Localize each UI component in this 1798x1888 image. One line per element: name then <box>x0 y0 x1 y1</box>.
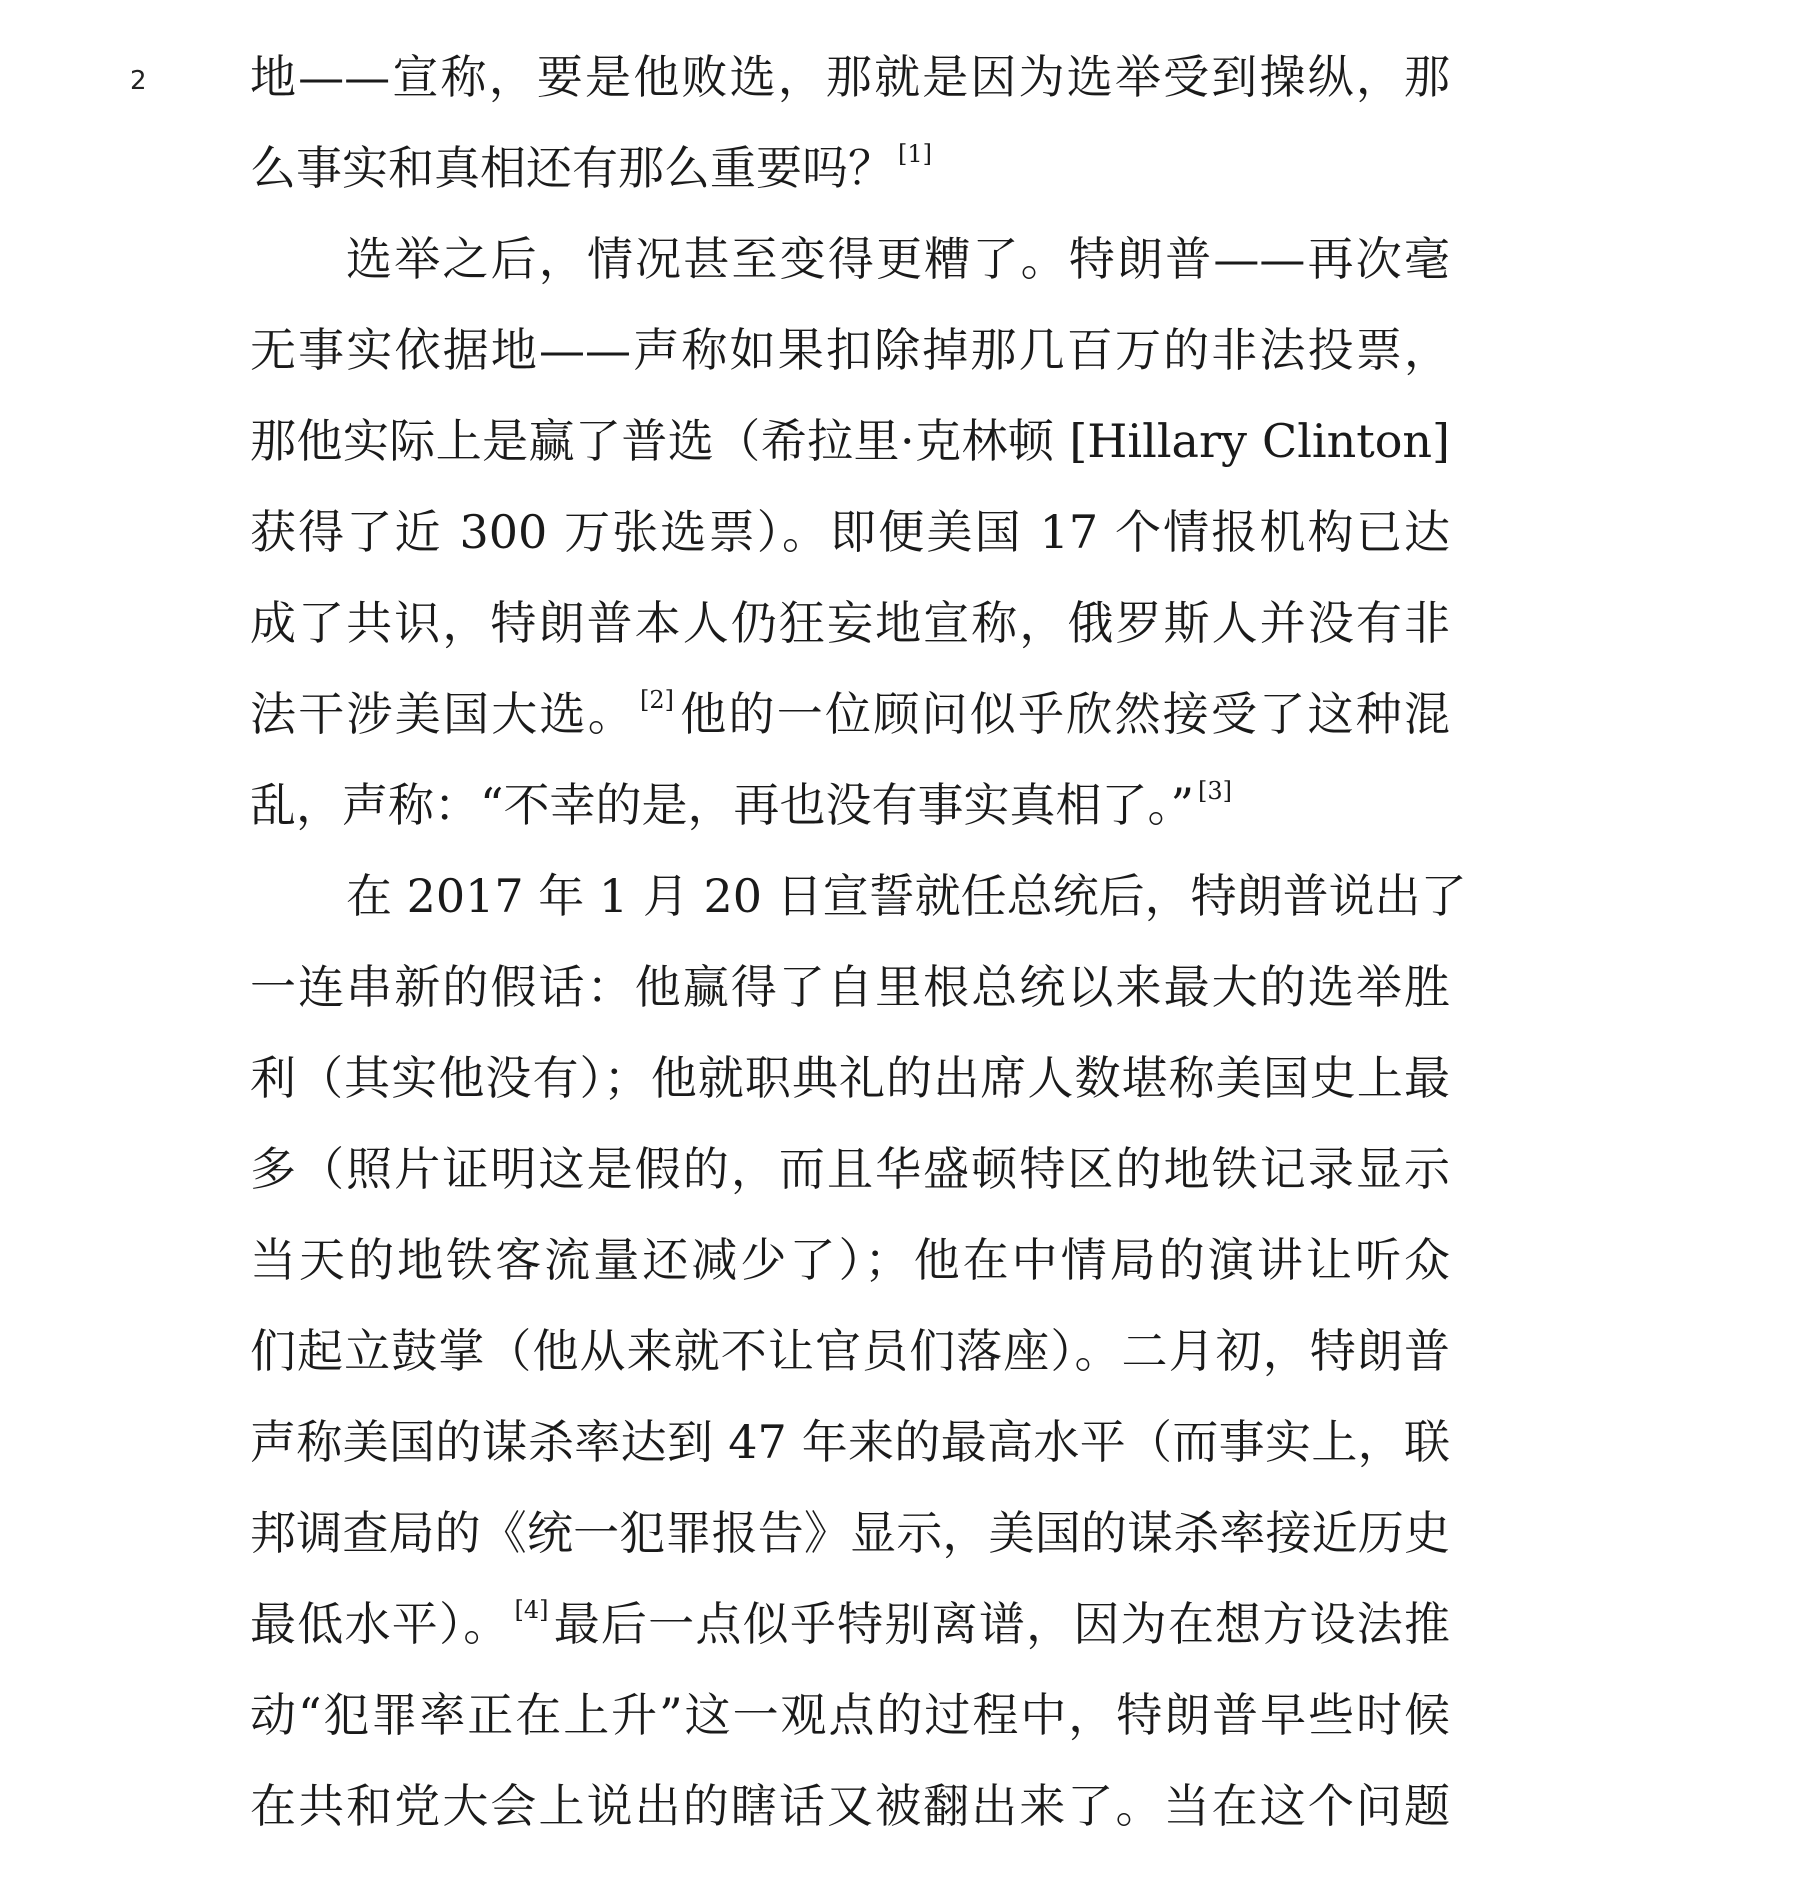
text-line <box>250 679 1450 770</box>
text-run: 成了共识，特朗普本人仍狂妄地宣称，俄罗斯人并没有非 <box>250 596 1450 650</box>
text-run: 在共和党大会上说出的瞎话又被翻出来了。当在这个问题 <box>250 1779 1450 1833</box>
footnote-ref-3[interactable]: [3] <box>1198 777 1233 805</box>
text-line <box>250 1407 1450 1498</box>
text-run: 动“犯罪率正在上升”这一观点的过程中，特朗普早些时候 <box>250 1688 1450 1742</box>
text-run: 法干涉美国大选。 <box>250 687 636 741</box>
text-run: 一连串新的假话：他赢得了自里根总统以来最大的选举胜 <box>250 960 1450 1014</box>
text-line <box>250 1498 1450 1589</box>
text-run: 无事实依据地——声称如果扣除掉那几百万的非法投票， <box>250 323 1450 377</box>
text-run: 利（其实他没有）；他就职典礼的出席人数堪称美国史上最 <box>250 1051 1450 1105</box>
text-line <box>250 406 1450 497</box>
text-run: 那他实际上是赢了普选（希拉里·克林顿 [Hillary Clinton] <box>250 414 1450 468</box>
text-run: 当天的地铁客流量还减少了）；他在中情局的演讲让听众 <box>250 1233 1450 1287</box>
text-run: 地——宣称，要是他败选，那就是因为选举受到操纵，那 <box>250 50 1450 104</box>
text-line <box>250 770 1450 861</box>
text-run: 们起立鼓掌（他从来就不让官员们落座）。二月初，特朗普 <box>250 1324 1450 1378</box>
footnote-ref-1[interactable]: [1] <box>898 140 932 168</box>
text-line <box>250 1680 1450 1771</box>
footnote-ref-2[interactable]: [2] <box>640 686 674 714</box>
text-line <box>250 1316 1450 1407</box>
text-run: 么事实和真相还有那么重要吗？ <box>250 141 894 195</box>
page-number: 2 <box>130 66 147 96</box>
footnote-ref-4[interactable]: [4] <box>514 1596 549 1624</box>
text-line <box>250 133 1450 224</box>
text-line <box>250 1589 1450 1680</box>
text-line <box>250 315 1450 406</box>
text-run: 最后一点似乎特别离谱，因为在想方设法推 <box>552 1597 1451 1651</box>
text-run: 最低水平）。 <box>250 1597 511 1651</box>
text-run: 多（照片证明这是假的，而且华盛顿特区的地铁记录显示 <box>250 1142 1450 1196</box>
text-run: 获得了近 300 万张选票）。即便美国 17 个情报机构已达 <box>250 505 1450 559</box>
text-line <box>250 1771 1450 1862</box>
text-line <box>250 42 1450 133</box>
body-text <box>250 42 1467 1862</box>
text-line <box>250 1043 1450 1134</box>
text-line <box>250 588 1450 679</box>
text-line <box>250 497 1450 588</box>
text-line <box>250 952 1450 1043</box>
text-run: 他的一位顾问似乎欣然接受了这种混 <box>678 687 1450 741</box>
text-run: 声称美国的谋杀率达到 47 年来的最高水平（而事实上，联 <box>250 1415 1450 1469</box>
text-run: 邦调查局的《统一犯罪报告》显示，美国的谋杀率接近历史 <box>250 1506 1450 1560</box>
text-line <box>250 1225 1450 1316</box>
paragraph-first-line <box>250 861 1467 952</box>
text-run: 选举之后，情况甚至变得更糟了。特朗普——再次毫 <box>346 232 1450 286</box>
paragraph-first-line <box>250 224 1450 315</box>
text-run: 乱，声称：“不幸的是，再也没有事实真相了。” <box>250 778 1195 832</box>
text-line <box>250 1134 1450 1225</box>
text-run: 在 2017 年 1 月 20 日宣誓就任总统后，特朗普说出了 <box>346 869 1467 923</box>
